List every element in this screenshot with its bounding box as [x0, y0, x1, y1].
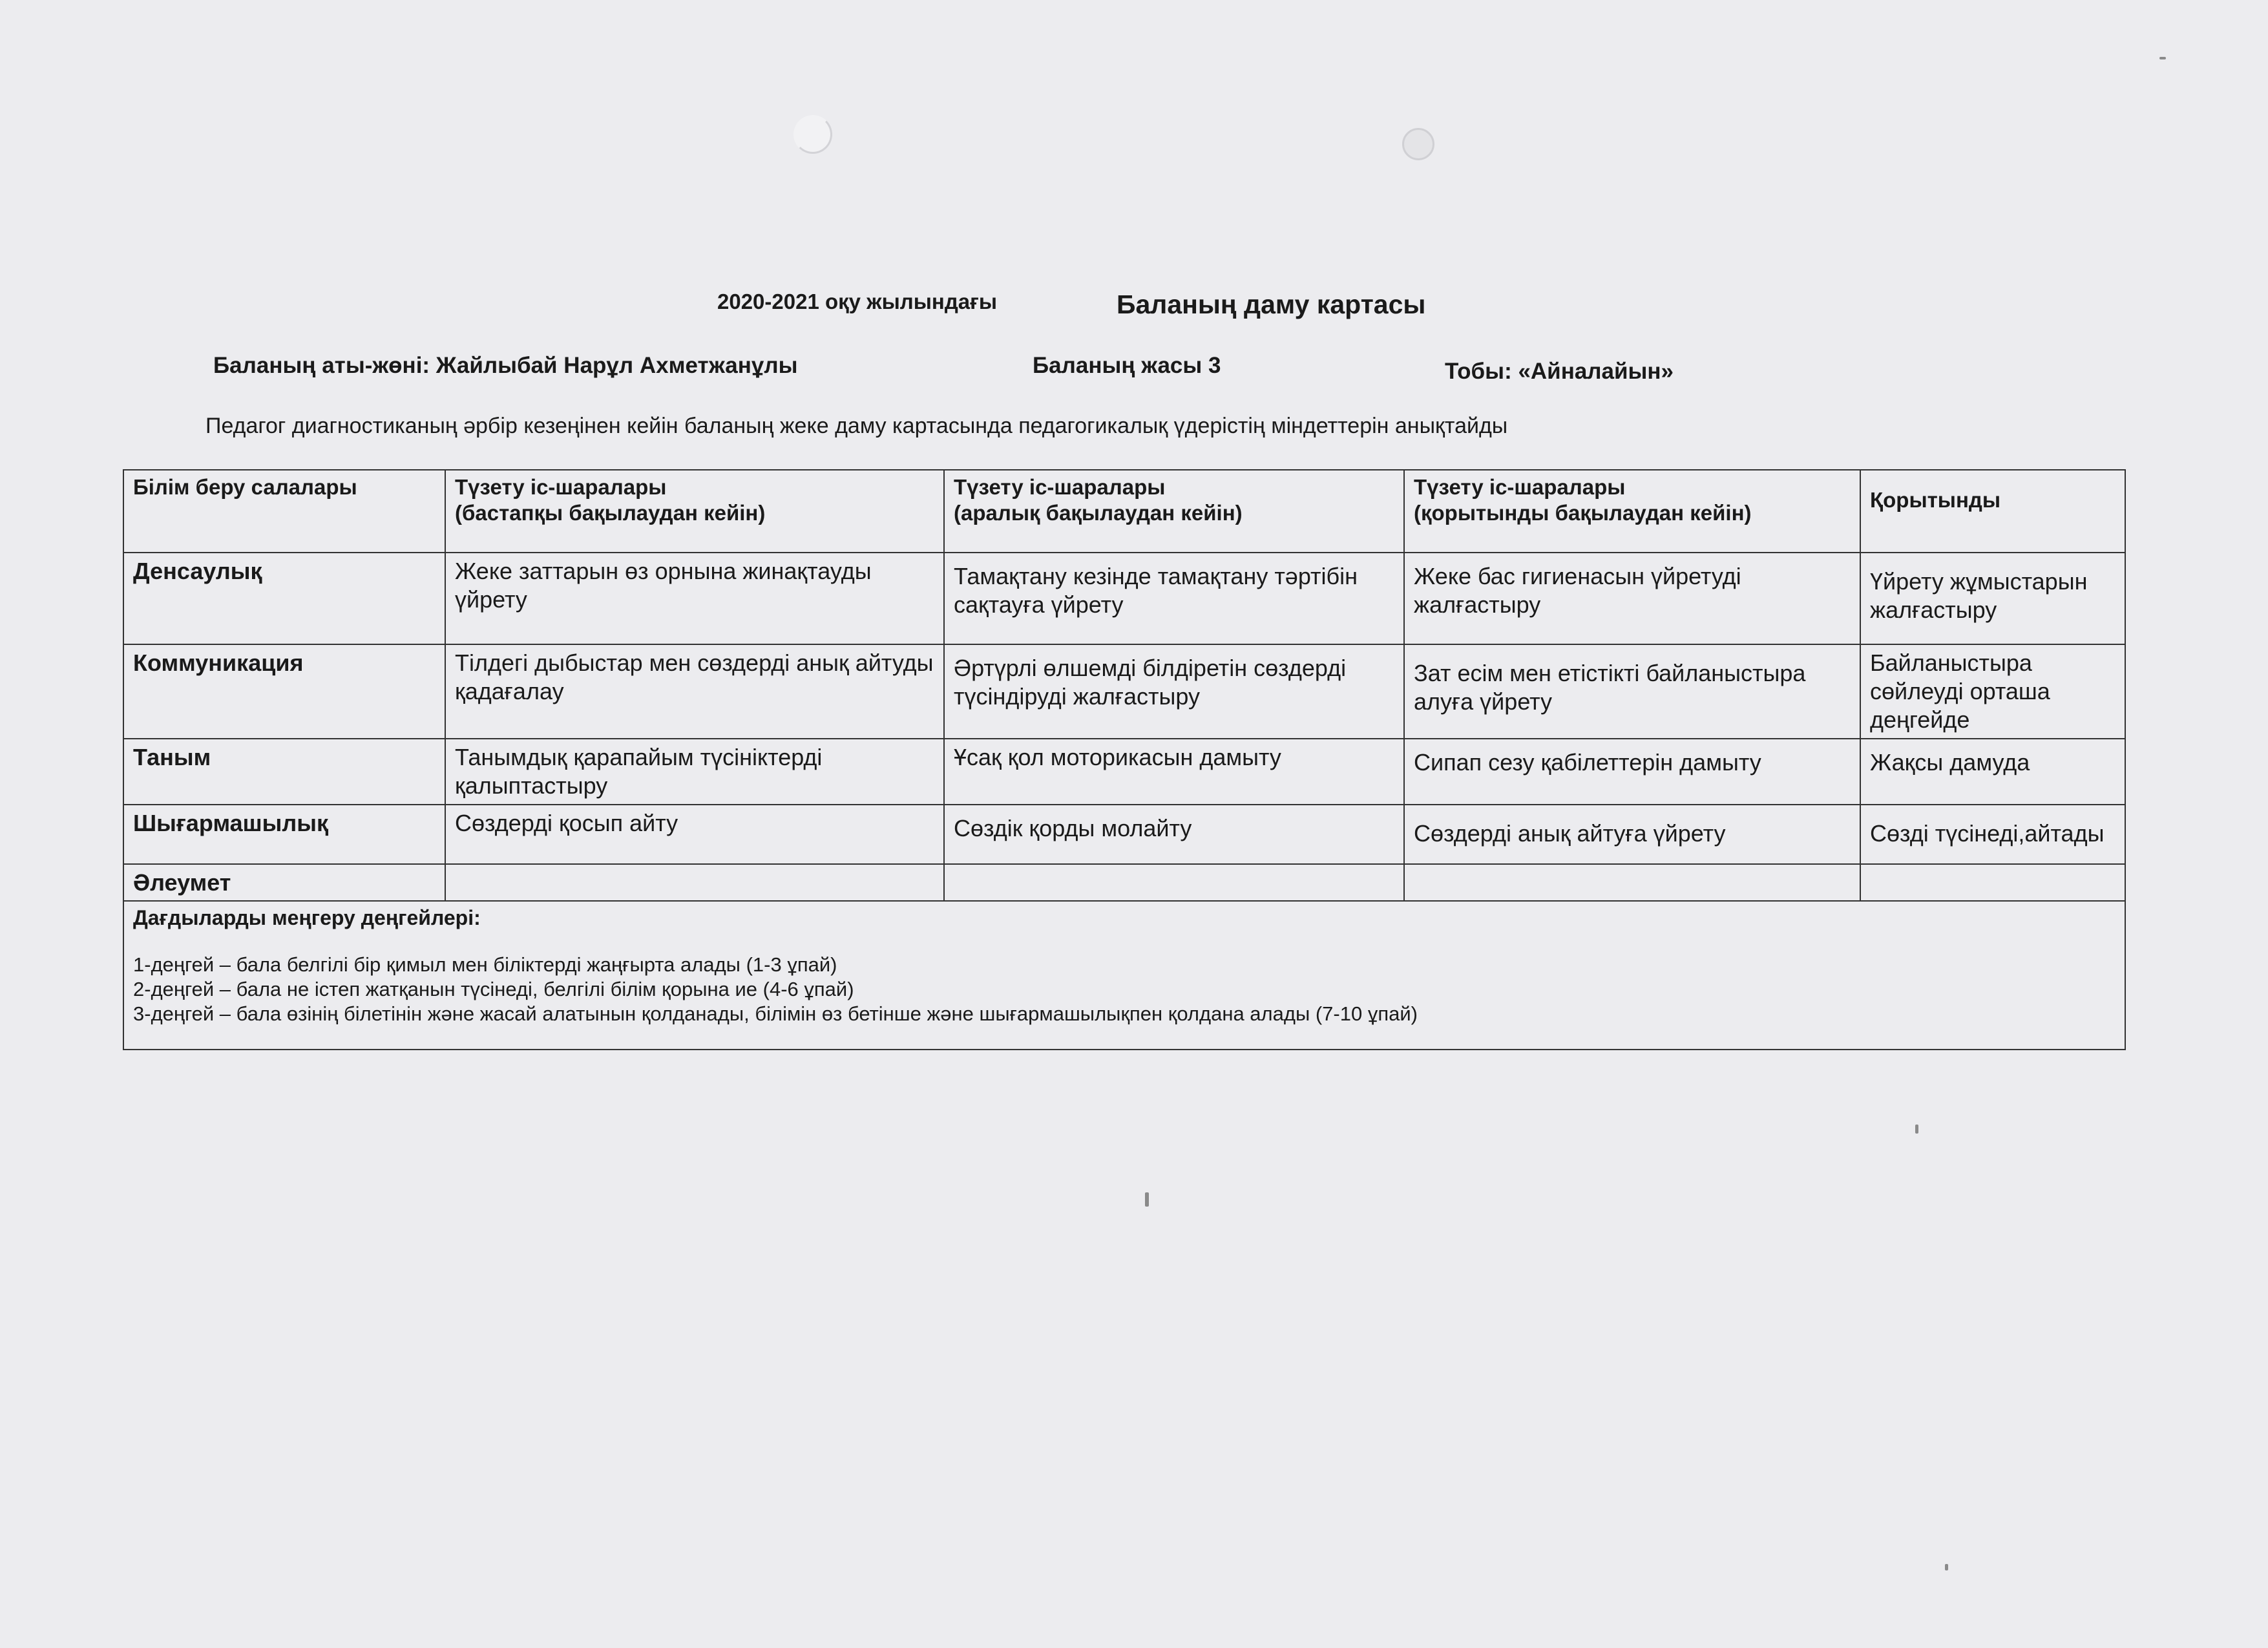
- cell-conclusion: [1860, 864, 2125, 902]
- legend-row: [123, 901, 2125, 1050]
- legend-level-3: 3-деңгей – бала өзінің білетінін және жасай алатынын қолданады, білімін өз бетінше және шығармашылықпен қолдана алады (7-10 ұпай): [133, 1002, 1418, 1026]
- cell-final: Сипап сезу қабілеттерін дамыту: [1404, 739, 1860, 805]
- cell-intermediate: Тамақтану кезінде тамақтану тәртібін сақтауға үйрету: [944, 553, 1404, 644]
- cell-conclusion: Жақсы дамуда: [1860, 739, 2125, 805]
- scan-speck: [1915, 1125, 1918, 1134]
- header-initial-title: Түзету іс-шаралары: [455, 475, 667, 499]
- cell-final: Зат есім мен етістікті байланыстыра алуға үйрету: [1404, 644, 1860, 739]
- skill-levels-legend: [123, 901, 2125, 1050]
- cell-final: Сөздерді анық айтуға үйрету: [1404, 805, 1860, 864]
- cell-final: Жеке бас гигиенасын үйретуді жалғастыру: [1404, 553, 1860, 644]
- area-social: Әлеумет: [123, 864, 445, 902]
- cell-initial: Танымдық қарапайым түсініктерді қалыптастыру: [445, 739, 944, 805]
- legend-title: Дағдыларды меңгеру деңгейлері:: [133, 906, 481, 930]
- cell-final: [1404, 864, 1860, 902]
- punch-hole-right: [1402, 128, 1434, 160]
- cell-intermediate: Әртүрлі өлшемді білдіретін сөздерді түсіндіруді жалғастыру: [944, 644, 1404, 739]
- punch-hole-left: [793, 115, 832, 154]
- intro-text: Педагог диагностиканың әрбір кезеңінен кейін баланың жеке даму картасында педагогикалық үдерістің міндеттерін анықтайды: [205, 414, 1508, 438]
- area-creativity: Шығармашылық: [123, 805, 445, 864]
- cell-conclusion: Үйрету жұмыстарын жалғастыру: [1860, 553, 2125, 644]
- school-year: 2020-2021 оқу жылындағы: [717, 290, 998, 313]
- header-initial-subtitle: (бастапқы бақылаудан кейін): [455, 501, 766, 525]
- area-communication: Коммуникация: [123, 644, 445, 739]
- cell-conclusion: Байланыстыра сөйлеуді орташа деңгейде: [1860, 644, 2125, 739]
- development-map-table: [123, 469, 2126, 1050]
- area-health: Денсаулық: [123, 553, 445, 644]
- header-initial: [445, 470, 944, 553]
- header-final-subtitle: (қорытынды бақылаудан кейін): [1414, 501, 1752, 525]
- document-title: Баланың даму картасы: [1117, 290, 1426, 319]
- table-row: [123, 739, 2125, 805]
- header-intermediate: [944, 470, 1404, 553]
- header-areas-label: Білім беру салалары: [133, 475, 357, 499]
- header-final: [1404, 470, 1860, 553]
- header-conclusion-label: Қорытынды: [1870, 488, 2001, 512]
- table-row: [123, 553, 2125, 644]
- header-areas: [123, 470, 445, 553]
- legend-level-1: 1-деңгей – бала белгілі бір қимыл мен біліктерді жаңғырта алады (1-3 ұпай): [133, 953, 837, 977]
- cell-initial: Сөздерді қосып айту: [445, 805, 944, 864]
- table-row: [123, 644, 2125, 739]
- table-header-row: [123, 470, 2125, 553]
- scan-speck: [2159, 57, 2166, 59]
- cell-intermediate: Сөздік қорды молайту: [944, 805, 1404, 864]
- table-row: [123, 864, 2125, 902]
- cell-conclusion: Сөзді түсінеді,айтады: [1860, 805, 2125, 864]
- header-final-title: Түзету іс-шаралары: [1414, 475, 1626, 499]
- scan-speck: [1145, 1192, 1149, 1207]
- cell-intermediate: [944, 864, 1404, 902]
- table-row: [123, 805, 2125, 864]
- header-intermediate-subtitle: (аралық бақылаудан кейін): [954, 501, 1243, 525]
- cell-intermediate: Ұсақ қол моторикасын дамыту: [944, 739, 1404, 805]
- legend-level-2: 2-деңгей – бала не істеп жатқанын түсінеді, белгілі білім қорына ие (4-6 ұпай): [133, 978, 854, 1001]
- cell-initial: [445, 864, 944, 902]
- cell-initial: Тілдегі дыбыстар мен сөздерді анық айтуды қадағалау: [445, 644, 944, 739]
- cell-initial: Жеке заттарын өз орнына жинақтауды үйрету: [445, 553, 944, 644]
- child-name: Баланың аты-жөні: Жайлыбай Нарұл Ахметжанұлы: [213, 353, 798, 378]
- area-cognition: Таным: [123, 739, 445, 805]
- child-group: Тобы: «Айналайын»: [1445, 359, 1674, 384]
- header-intermediate-title: Түзету іс-шаралары: [954, 475, 1166, 499]
- scan-speck: [1945, 1564, 1948, 1570]
- child-age: Баланың жасы 3: [1033, 353, 1221, 378]
- header-conclusion: [1860, 470, 2125, 553]
